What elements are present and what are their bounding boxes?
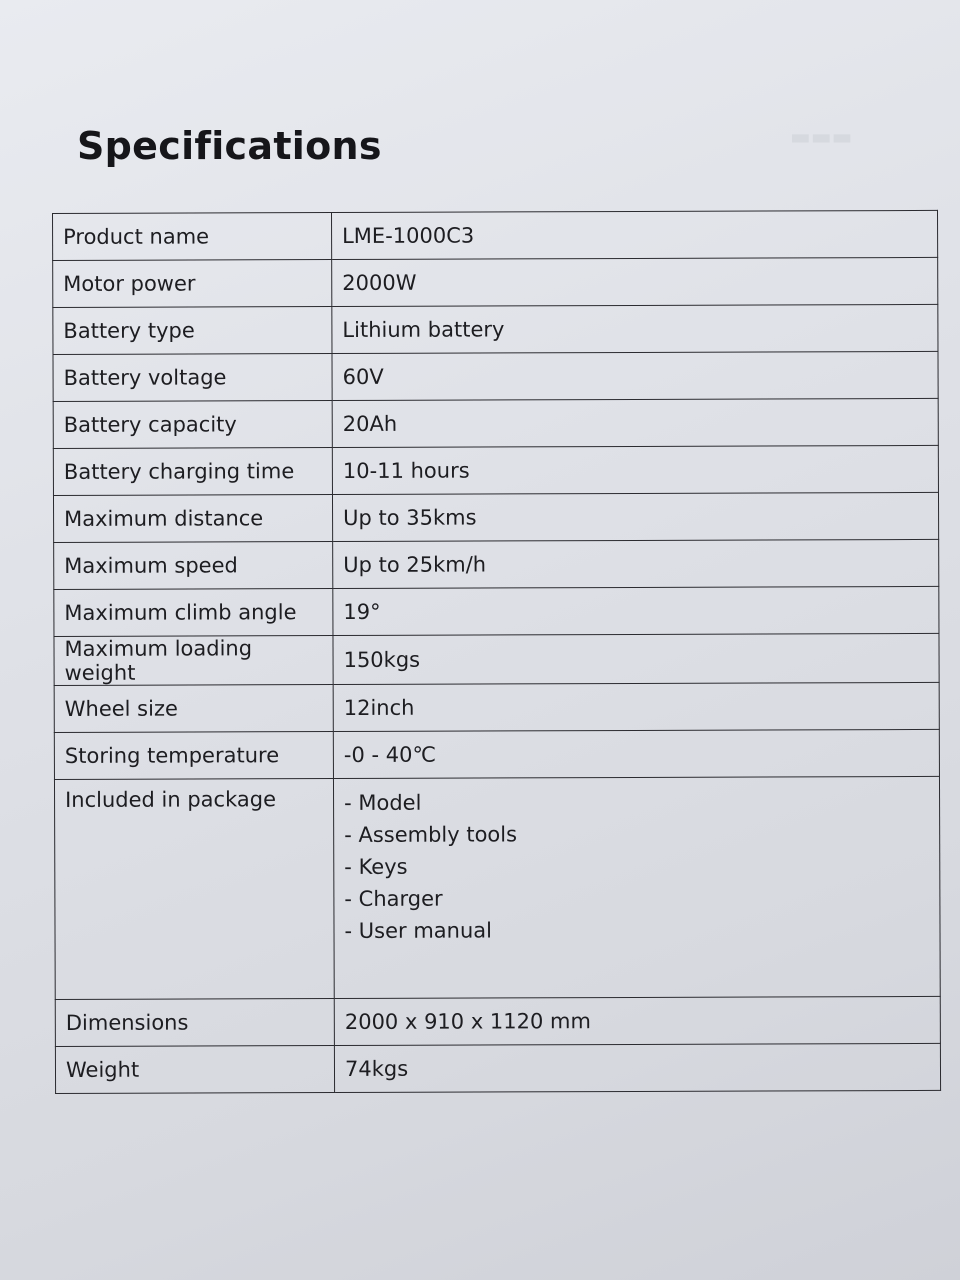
- spec-value: Lithium battery: [332, 304, 938, 353]
- spec-label: Weight: [55, 1046, 334, 1094]
- list-item: - Keys: [344, 849, 929, 883]
- spec-value: Up to 35kms: [332, 492, 938, 541]
- table-row: [54, 729, 939, 779]
- spec-value: 19°: [333, 586, 939, 635]
- table-row: [53, 304, 938, 354]
- table-row: [55, 1043, 940, 1093]
- spec-label: Maximum climb angle: [54, 589, 333, 637]
- table-row: [54, 682, 939, 732]
- page-title: Specifications: [77, 124, 382, 168]
- list-item: - Model: [344, 785, 929, 819]
- spec-label: Maximum loading weight: [54, 636, 333, 686]
- table-row: [53, 445, 938, 495]
- list-item: - Charger: [344, 881, 929, 915]
- spec-label: Storing temperature: [54, 732, 333, 780]
- package-contents: [333, 776, 940, 998]
- spec-value: 2000 x 910 x 1120 mm: [334, 996, 940, 1045]
- table-row: [54, 539, 939, 589]
- spec-label: Maximum speed: [54, 542, 333, 590]
- table-row: [54, 586, 939, 636]
- table-row-package: [54, 776, 940, 999]
- spec-value: 150kgs: [333, 633, 939, 684]
- spec-label: Product name: [53, 213, 332, 261]
- spec-label: Motor power: [53, 260, 332, 308]
- spec-value: 20Ah: [332, 398, 938, 447]
- spec-value: 2000W: [332, 257, 938, 306]
- spec-label: Battery type: [53, 307, 332, 355]
- spec-label: Wheel size: [54, 685, 333, 733]
- spec-value: LME-1000C3: [332, 210, 938, 259]
- table-row: [53, 210, 938, 260]
- spec-value: 74kgs: [334, 1043, 940, 1092]
- table-row: [53, 492, 938, 542]
- spec-label: Included in package: [54, 779, 334, 1000]
- specifications-table: [52, 210, 941, 1094]
- spec-value: 12inch: [333, 682, 939, 731]
- table-row: [53, 257, 938, 307]
- spec-value: -0 - 40℃: [333, 729, 939, 778]
- table-row: [55, 996, 940, 1046]
- spec-value: 60V: [332, 351, 938, 400]
- spec-label: Maximum distance: [53, 495, 332, 543]
- table-row: [53, 398, 938, 448]
- package-list: [344, 785, 930, 947]
- list-item: - User manual: [344, 913, 929, 947]
- spec-value: Up to 25km/h: [333, 539, 939, 588]
- list-item: - Assembly tools: [344, 817, 929, 851]
- spec-value: 10-11 hours: [332, 445, 938, 494]
- spec-label: Battery capacity: [53, 401, 332, 449]
- spec-label: Battery charging time: [53, 448, 332, 496]
- table-row: [54, 633, 939, 685]
- spec-label: Battery voltage: [53, 354, 332, 402]
- table-row: [53, 351, 938, 401]
- show-through-text: ▬▬▬: [790, 125, 853, 150]
- spec-label: Dimensions: [55, 999, 334, 1047]
